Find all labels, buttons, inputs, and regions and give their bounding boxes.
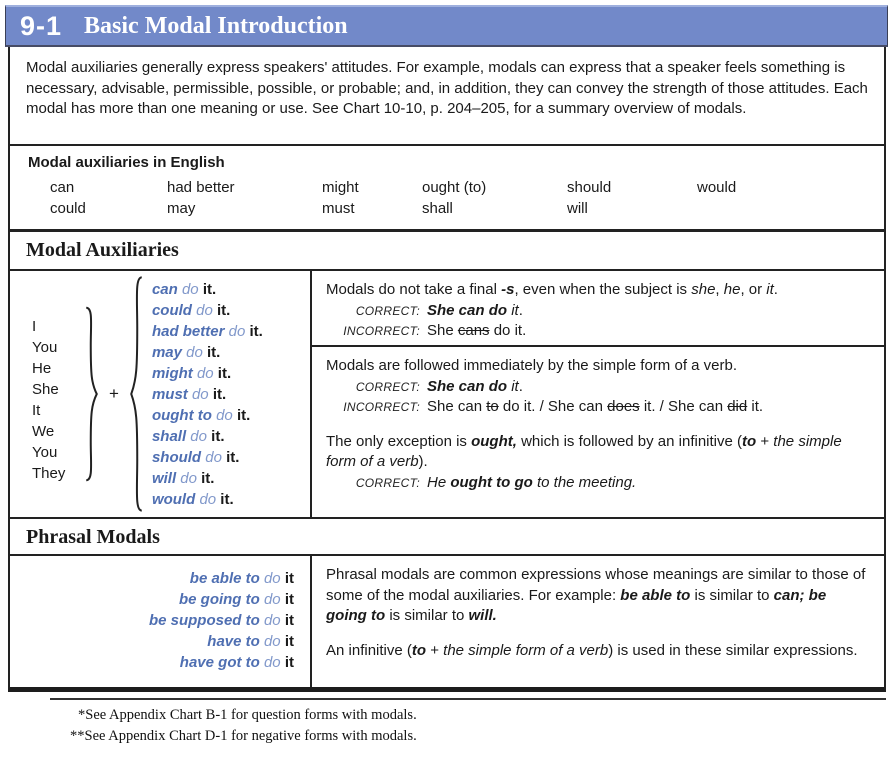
modal-phrase: must do it. (151, 385, 227, 403)
explanation-line: Modals do not take a final -s, even when the subject is she, he, or it. (326, 281, 778, 298)
modal-phrase: should do it. (151, 448, 240, 466)
section-title-modal-auxiliaries: Modal Auxiliaries (10, 232, 884, 271)
aux-item: shall (422, 200, 453, 217)
explanation-line: The only exception is ought, which is followed by an infinitive (to + the simple form of a verb). (326, 432, 842, 470)
footnote-rule (50, 698, 886, 700)
aux-column (50, 177, 167, 219)
example-line: CORRECT: She can do it. (355, 301, 523, 319)
explanation-column (312, 271, 884, 517)
aux-item: might (322, 179, 359, 196)
example-line: CORRECT: He ought to go to the meeting. (355, 473, 637, 491)
phrasal-explanation-cell (312, 556, 884, 687)
chart-title-bar (5, 5, 888, 47)
aux-column (422, 177, 567, 219)
modal-phrase: may do it. (151, 343, 221, 361)
phrasal-list-cell (10, 556, 312, 687)
pronoun-list (32, 316, 84, 484)
plus-sign: + (109, 384, 119, 403)
left-brace-icon (129, 275, 144, 513)
modal-phrase-list (152, 279, 263, 510)
aux-item: may (167, 200, 196, 217)
phrasal-phrase: be able to do it (189, 570, 294, 587)
modal-phrase: ought to do it. (151, 406, 251, 424)
phrasal-phrase: have to do it (207, 633, 294, 650)
aux-list-title: Modal auxiliaries in English (28, 154, 225, 171)
chart-body (8, 47, 886, 692)
pronoun: You (32, 339, 58, 356)
aux-item: will (567, 200, 588, 217)
aux-column (697, 177, 817, 219)
modal-phrase: had better do it. (151, 322, 263, 340)
chart-title: Basic Modal Introduction (84, 12, 348, 39)
aux-item: would (697, 179, 737, 196)
aux-item: must (322, 200, 355, 217)
aux-item: could (50, 200, 86, 217)
right-brace-icon (84, 306, 99, 482)
modal-phrase: would do it. (151, 490, 234, 508)
aux-column (567, 177, 697, 219)
aux-item: should (567, 179, 612, 196)
pronoun: I (32, 318, 37, 335)
modal-phrase: might do it. (151, 364, 232, 382)
aux-item: can (50, 179, 75, 196)
explanation-line: Phrasal modals are common expressions whose meanings are similar to those of some of the modal auxiliaries. For example: be able to is similar to can; be going to is similar to will. (326, 566, 866, 624)
explanation-line: Modals are followed immediately by the simple form of a verb. (326, 357, 738, 374)
aux-column (322, 177, 422, 219)
footnote-block (0, 698, 893, 747)
pronoun-modal-diagram (10, 271, 310, 517)
pronoun: She (32, 381, 59, 398)
phrasal-phrase: be going to do it (178, 591, 294, 608)
pronoun: We (32, 423, 55, 440)
pronoun: He (32, 360, 52, 377)
pronoun-modal-diagram-cell (10, 271, 312, 517)
intro-paragraph: Modal auxiliaries generally express speakers' attitudes. For example, modals can express that a speaker feels something is necessary, advisable, permissible, possible, or probable; and, in addition, they can convey the strength of those attitudes. Each modal has more than one meaning or use. See Chart 10-10, p. 204–205, for a summary overview of modals. (10, 47, 884, 146)
modal-phrase: can do it. (151, 280, 217, 298)
aux-column (167, 177, 322, 219)
example-line: CORRECT: She can do it. (355, 377, 523, 395)
explanation-line: An infinitive (to + the simple form of a verb) is used in these similar expressions. (326, 641, 858, 659)
modal-phrase: could do it. (151, 301, 231, 319)
aux-item: had better (167, 179, 235, 196)
modal-auxiliaries-table (10, 271, 884, 519)
chart-number: 9-1 (20, 10, 63, 41)
footnote: **See Appendix Chart D-1 for negative forms with modals. (70, 728, 417, 744)
modal-phrase: will do it. (151, 469, 215, 487)
phrasal-modals-table (10, 556, 884, 687)
explanation-cell-simple-form (312, 347, 884, 517)
modal-phrase: shall do it. (151, 427, 225, 445)
footnote: *See Appendix Chart B-1 for question forms with modals. (78, 707, 417, 723)
aux-item: ought (to) (422, 179, 487, 196)
pronoun: They (32, 465, 66, 482)
section-title-phrasal-modals: Phrasal Modals (10, 519, 884, 556)
phrasal-modal-list (10, 556, 310, 687)
example-line: INCORRECT: She can to do it. / She can does it. / She can did it. (343, 398, 764, 415)
pronoun: It (32, 402, 41, 419)
phrasal-phrase: be supposed to do it (148, 612, 294, 629)
phrasal-phrase: have got to do it (179, 654, 294, 671)
pronoun: You (32, 444, 58, 461)
aux-list-section (10, 146, 884, 232)
example-line: INCORRECT: She cans do it. (343, 322, 527, 339)
explanation-cell-final-s (312, 271, 884, 347)
aux-list-grid (50, 177, 884, 219)
